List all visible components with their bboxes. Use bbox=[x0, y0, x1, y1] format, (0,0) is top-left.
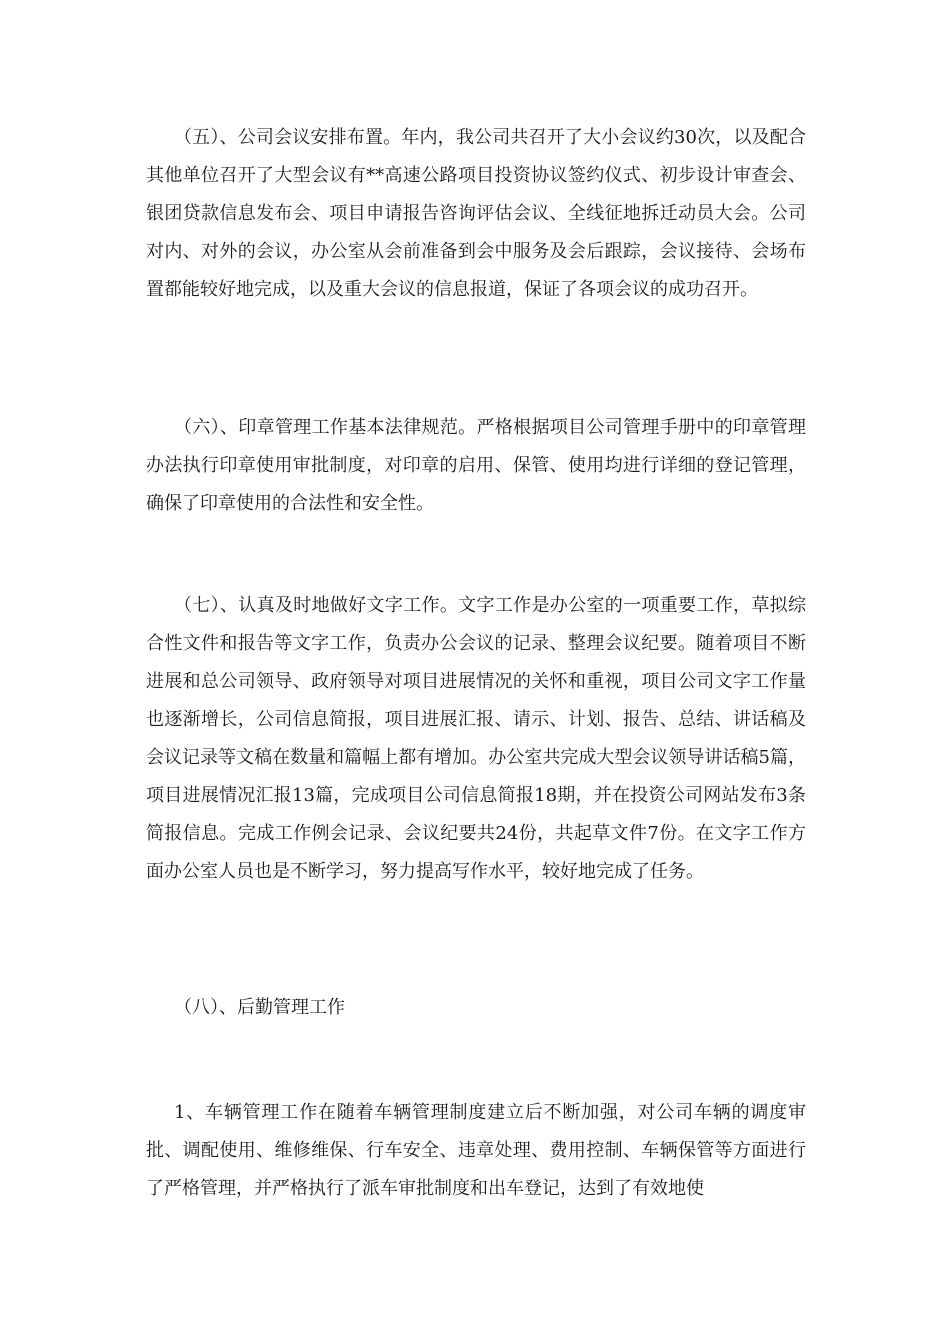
paragraph-writing-work: （七）、认真及时地做好文字工作。文字工作是办公室的一项重要工作，草拟综合性文件和报告等文字工作，负责办公会议的记录、整理会议纪要。随着项目不断进展和总公司领导、政府领导对项目进展情况的关怀和重视，项目公司文字工作量也逐渐增长，公司信息简报，项目进展汇报、请示、计划、报告、总结、讲话稿及会议记录等文稿在数量和篇幅上都有增加。办公室共完成大型会议领导讲话稿5篇，项目进展情况汇报13篇，完成项目公司信息简报18期，并在投资公司网站发布3条简报信息。完成工作例会记录、会议纪要共24份，共起草文件7份。在文字工作方面办公室人员也是不断学习，努力提高写作水平，较好地完成了任务。 bbox=[146, 595, 806, 882]
paragraph-vehicle-management: 1、车辆管理工作在随着车辆管理制度建立后不断加强，对公司车辆的调度审批、调配使用、维修维保、行车安全、违章处理、费用控制、车辆保管等方面进行了严格管理，并严格执行了派车审批制度和出车登记，达到了有效地使 bbox=[146, 1102, 806, 1199]
paragraph-meeting-arrangement: （五）、公司会议安排布置。年内，我公司共召开了大小会议约30次，以及配合其他单位召开了大型会议有**高速公路项目投资协议签约仪式、初步设计审查会、银团贷款信息发布会、项目申请报告咨询评估会议、全线征地拆迁动员大会。公司对内、对外的会议，办公室从会前准备到会中服务及会后跟踪，会议接待、会场布置都能较好地完成，以及重大会议的信息报道，保证了各项会议的成功召开。 bbox=[146, 127, 806, 300]
section-heading-logistics: （八）、后勤管理工作 bbox=[174, 997, 345, 1018]
paragraph-seal-management: （六）、印章管理工作基本法律规范。严格根据项目公司管理手册中的印章管理办法执行印章使用审批制度，对印章的启用、保管、使用均进行详细的登记管理，确保了印章使用的合法性和安全性。 bbox=[146, 417, 806, 514]
